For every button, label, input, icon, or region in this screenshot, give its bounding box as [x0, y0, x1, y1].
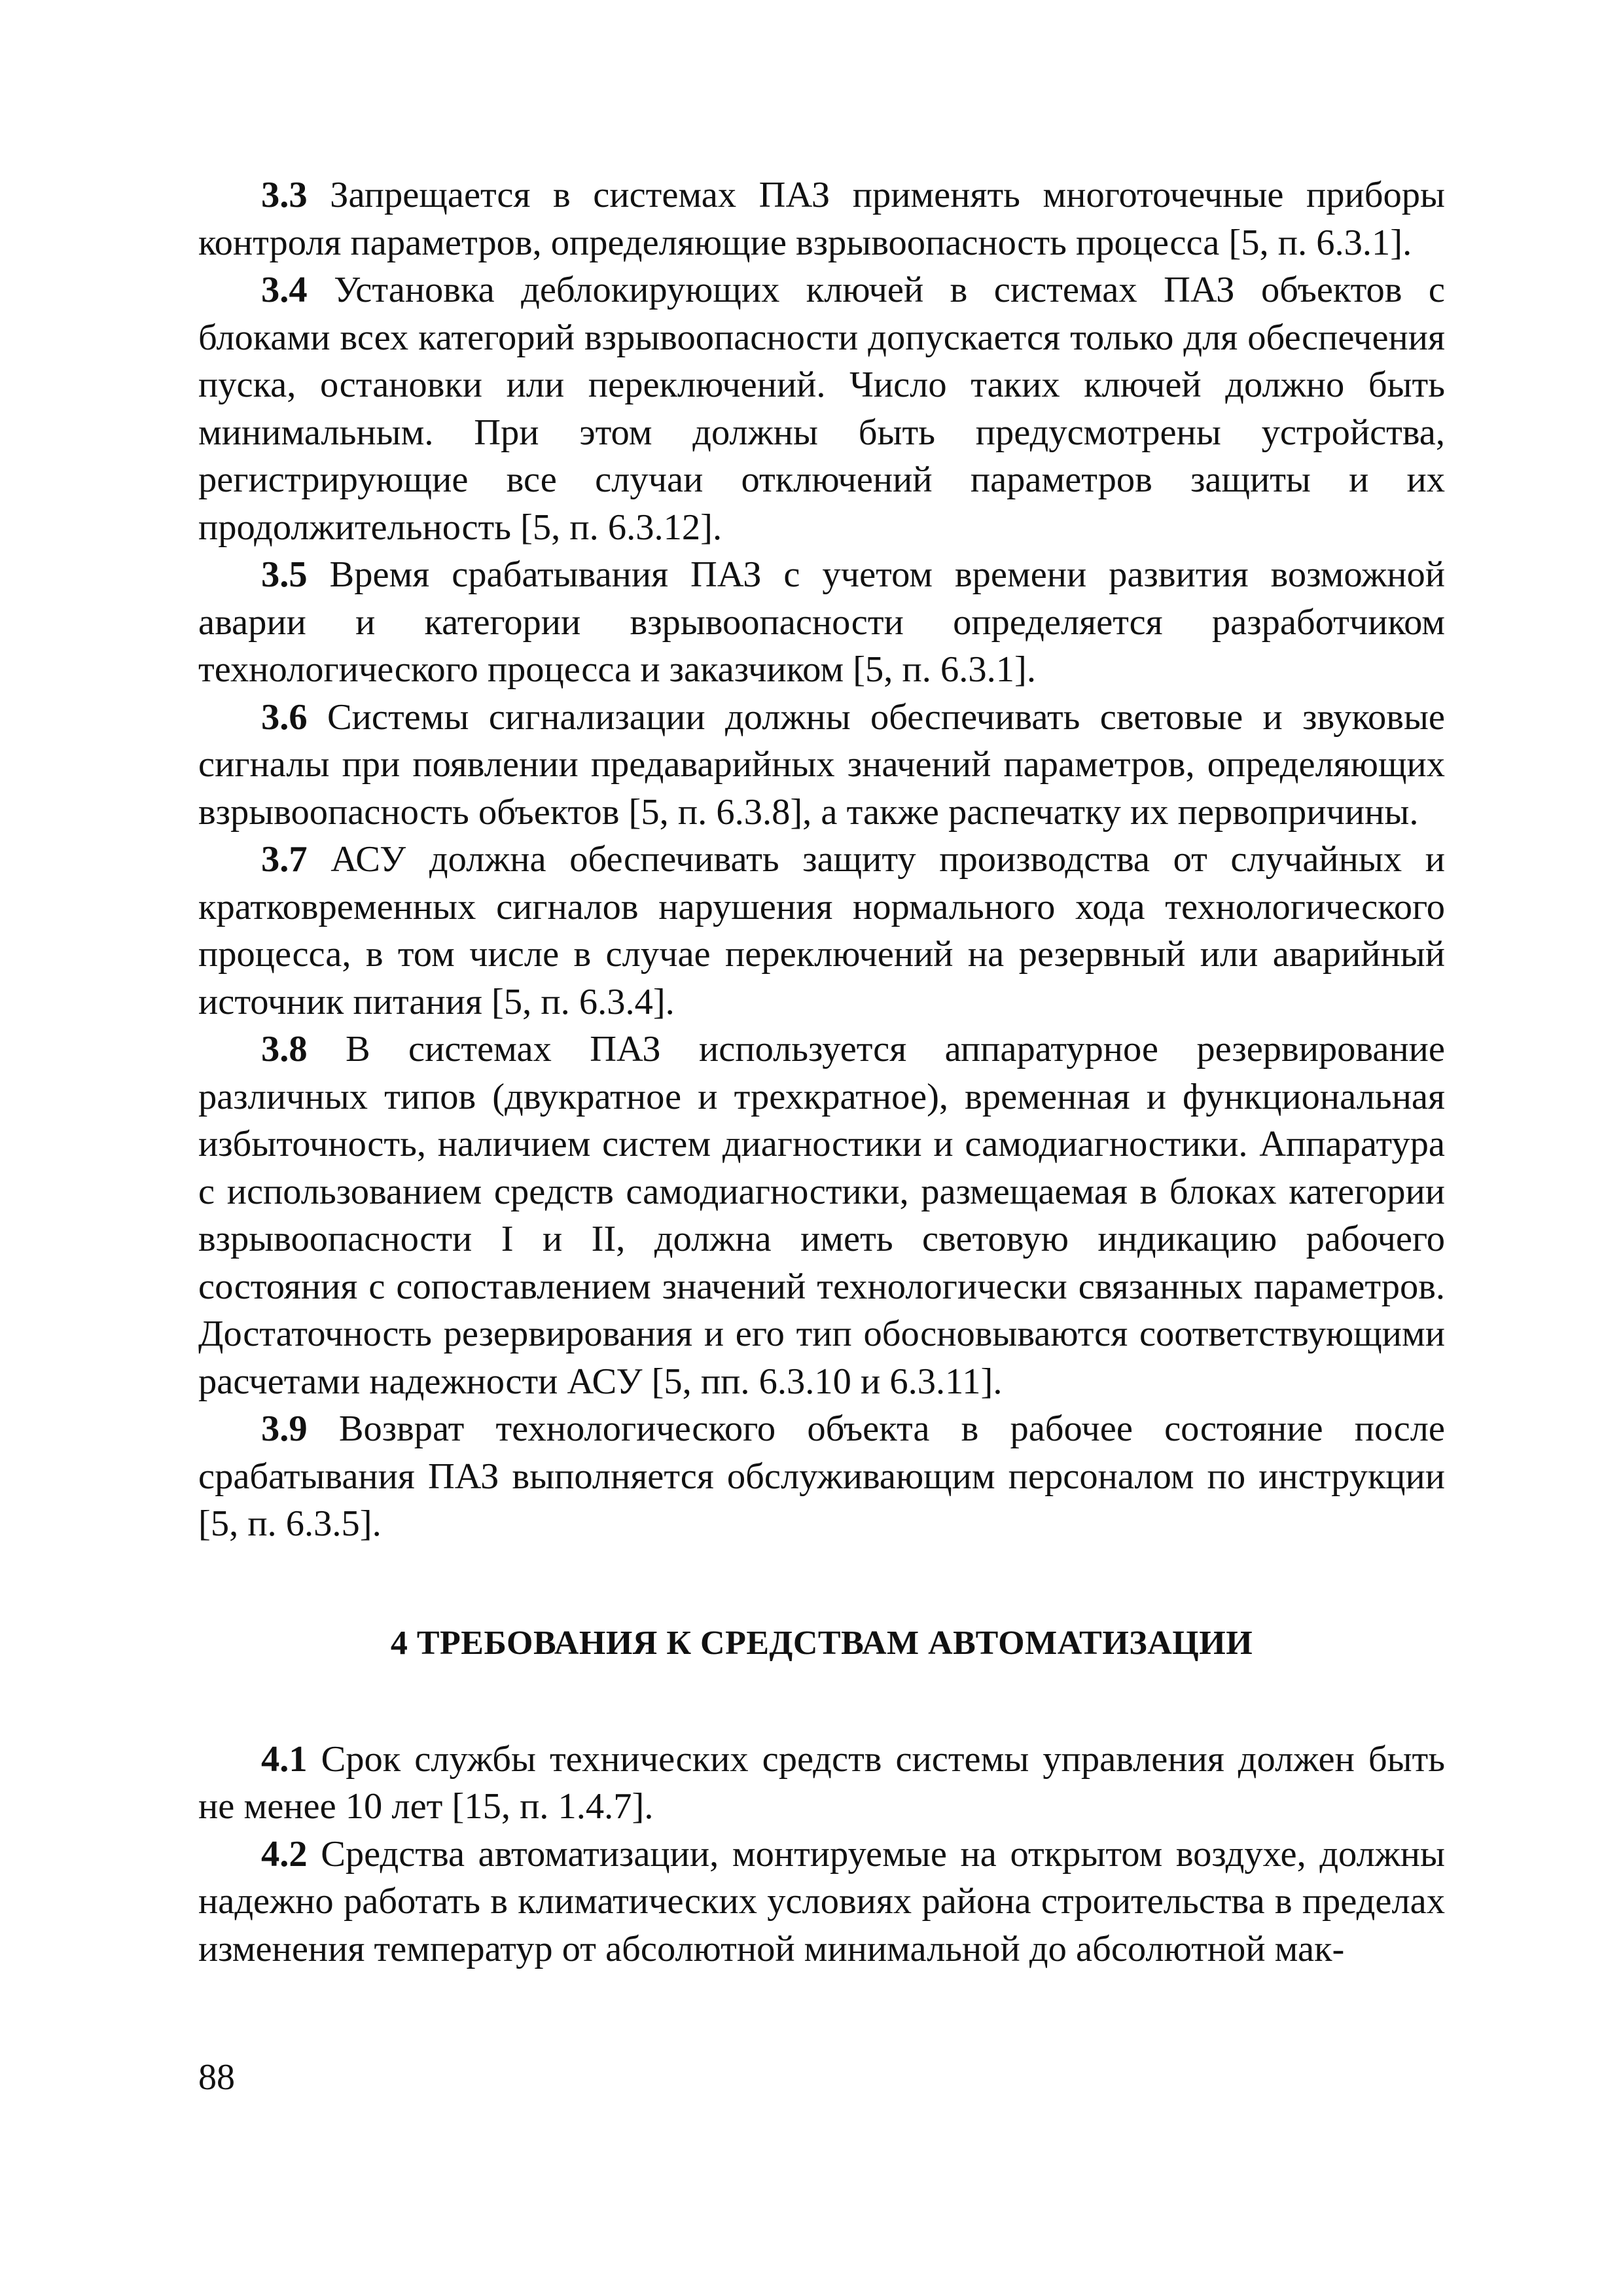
paragraph-3-8	[198, 1026, 1445, 1405]
paragraph-number: 3.4	[261, 270, 308, 310]
paragraph-3-7	[198, 836, 1445, 1026]
paragraph-number: 4.2	[261, 1833, 308, 1874]
paragraph-number: 3.7	[261, 839, 308, 880]
paragraph-3-3	[198, 171, 1445, 266]
paragraph-number: 3.8	[261, 1029, 308, 1069]
paragraph-text: Срок службы технических средств системы управления должен быть не менее 10 лет [15, п. 1.4.7].	[198, 1738, 1445, 1827]
paragraph-text: В системах ПАЗ используется аппаратурное резервирование различных типов (двукратное и трехкратное), временная и функциональная избыточность, наличием систем диагностики и самодиагностики. Аппаратура с использованием средств самодиагностики, размещаемая в блоках категории взрывоопасности I и II, должна иметь световую индикацию рабочего состояния с сопоставлением значений технологически связанных параметров. Достаточность резервирования и его тип обосновываются соответствующими расчетами надежности АСУ [5, пп. 6.3.10 и 6.3.11].	[198, 1029, 1445, 1402]
page-number: 88	[198, 2057, 235, 2098]
paragraph-3-4	[198, 266, 1445, 551]
paragraph-number: 3.3	[261, 175, 308, 215]
paragraph-number: 3.6	[261, 696, 308, 738]
paragraph-3-5	[198, 551, 1445, 694]
paragraph-3-9	[198, 1405, 1445, 1548]
paragraph-3-6	[198, 694, 1445, 836]
section-heading: 4 ТРЕБОВАНИЯ К СРЕДСТВАМ АВТОМАТИЗАЦИИ	[390, 1624, 1253, 1662]
paragraph-number: 4.1	[261, 1738, 308, 1780]
paragraph-number: 3.5	[261, 554, 308, 595]
paragraph-text: Установка деблокирующих ключей в системах ПАЗ объектов с блоками всех категорий взрывоопасности допускается только для обеспечения пуска, остановки или переключений. Число таких ключей должно быть минимальным. При этом должны быть предусмотрены устройства, регистрирующие все случаи отключений параметров защиты и их продолжительность [5, п. 6.3.12].	[198, 270, 1445, 548]
paragraph-4-1	[198, 1736, 1445, 1831]
paragraph-text: Средства автоматизации, монтируемые на открытом воздухе, должны надежно работать в климатических условиях района строительства в пределах изменения температур от абсолютной минимальной до абсолютной мак-	[198, 1833, 1445, 1969]
paragraph-text: Время срабатывания ПАЗ с учетом времени развития возможной аварии и категории взрывоопасности определяется разработчиком технологического процесса и заказчиком [5, п. 6.3.1].	[198, 554, 1445, 690]
page-body	[198, 171, 1445, 1973]
paragraph-number: 3.9	[261, 1408, 308, 1449]
paragraph-text: АСУ должна обеспечивать защиту производства от случайных и кратковременных сигналов нарушения нормального хода технологического процесса, в том числе в случае переключений на резервный или аварийный источник питания [5, п. 6.3.4].	[198, 839, 1445, 1022]
paragraph-text: Системы сигнализации должны обеспечивать световые и звуковые сигналы при появлении предаварийных значений параметров, определяющих взрывоопасность объектов [5, п. 6.3.8], а также распечатку их первопричины.	[198, 696, 1445, 833]
paragraph-text: Запрещается в системах ПАЗ применять многоточечные приборы контроля параметров, определяющие взрывоопасность процесса [5, п. 6.3.1].	[198, 175, 1445, 263]
paragraph-text: Возврат технологического объекта в рабочее состояние после срабатывания ПАЗ выполняется обслуживающим персоналом по инструкции [5, п. 6.3.5].	[198, 1408, 1445, 1544]
paragraph-4-2	[198, 1831, 1445, 1973]
